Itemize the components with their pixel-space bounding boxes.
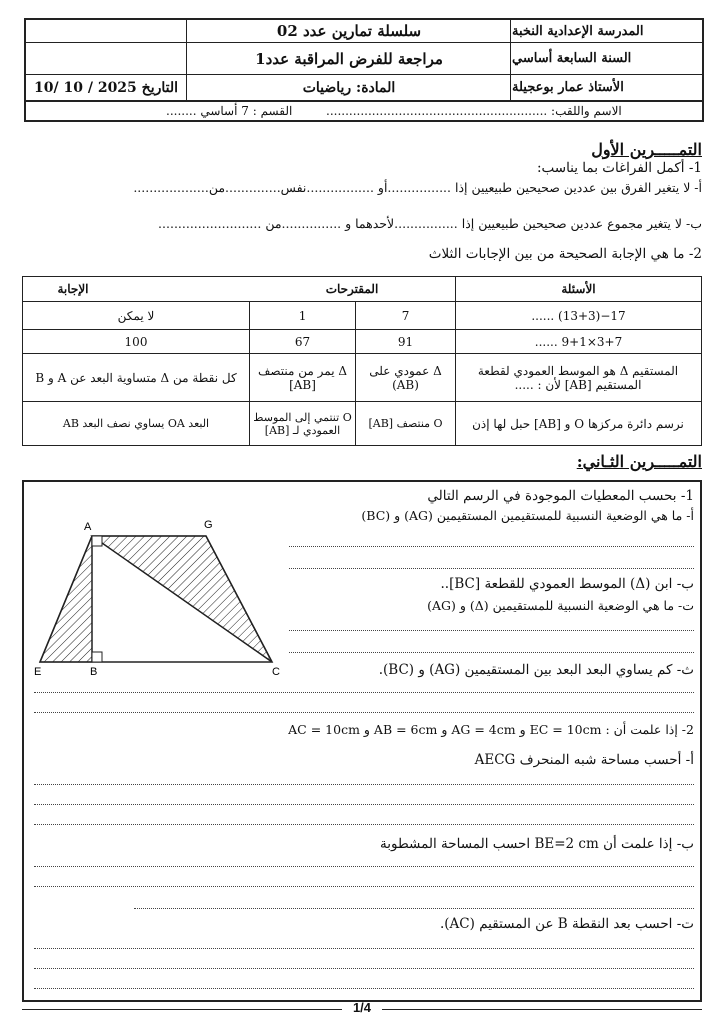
ex2-q2a: أ- أحسب مساحة شبه المنحرف AECG [474,752,694,768]
exercise2-title: التمـــــرين الثـاني: [576,452,702,471]
ex2-q2: 2- إذا علمت أن : EC = 10cm و AG = 4cm و AB = 6cm و AC = 10cm [288,722,694,737]
table-row1-p2[interactable]: 1 [298,308,307,323]
point-e-label: E [34,666,42,678]
page-footer [22,1002,702,1016]
exercise2-box [22,480,702,1002]
table-row4-question: نرسم دائرة مركزها O و [AB] حبل لها إذن [472,416,684,431]
trapezoid-figure [34,502,294,682]
grade-label: السنة السابعة أساسي [512,51,632,66]
right-angle-mark-b [92,652,102,662]
table-row3-p2[interactable]: Δ يمر من منتصف [AB] [257,363,348,392]
ex2-q1: 1- بحسب المعطيات الموجودة في الرسم التالي [427,488,694,504]
review-title: مراجعة للفرض المراقبة عدد1 [255,49,443,68]
table-row2-p1[interactable]: 91 [397,334,414,349]
table-head-questions: الأسئلة [561,282,596,296]
date-label: التاريخ 2025 / 10 /10 [33,79,179,96]
right-angle-mark-a [92,536,102,546]
table-head-proposals: المقترحات [325,282,379,296]
ex2-q2b: ب- إذا علمت أن BE=2 cm احسب المساحة المشطوبة [380,836,694,852]
point-a-label: A [84,521,92,533]
series-title: سلسلة تمارين عدد 02 [276,22,422,40]
school-name: المدرسة الإعدادية النخبة [512,23,644,39]
name-field[interactable]: الاسم واللقب: .......................................................... [326,104,622,118]
ex1-q1: 1- أكمل الفراغات بما يناسب: [536,160,702,176]
ex1-q1a: أ- لا يتغير الفرق بين عددين صحيحين طبيعيين إذا ................أو .................نفس..............من................... [133,180,702,195]
mcq-table [22,276,702,446]
point-g-label: G [204,519,213,531]
page-number: 1/4 [352,1000,372,1015]
table-row2-question: 3+7×9+1 ...... [534,334,623,349]
table-row3-question: المستقيم Δ هو الموسط العمودي لقطعة المستقيم [AB] لأن : ..... [477,363,679,392]
point-c-label: C [272,666,280,678]
ex2-q1a: أ- ما هي الوضعية النسبية للمستقيمين المستقيمين (AG) و (BC) [361,508,694,523]
header-box [24,18,704,122]
table-head-answer: الإجابة [57,282,89,296]
table-row1-p1[interactable]: 7 [401,308,410,323]
subject-label: المادة: رياضيات [302,79,396,96]
teacher-name: الأستاذ عمار بوعجيلة [512,80,624,95]
table-row3-p1[interactable]: Δ عمودي على (AB) [369,363,442,392]
table-row2-p3[interactable]: 100 [124,334,148,349]
ex1-q1b: ب- لا يتغير مجموع عددين صحيحين طبيعيين إذا ................لأحدهما و ...............من .......................... [158,216,702,231]
ex2-q2c: ت- احسب بعد النقطة B عن المستقيم (AC). [439,916,694,932]
table-row4-p3[interactable]: البعد OA يساوي نصف البعد AB [62,417,210,430]
table-row3-p3[interactable]: كل نقطة من Δ متساوية البعد عن A و B [35,370,237,385]
exercise1-title: التمـــــرين الأول [591,140,702,159]
ex2-q1d: ث- كم يساوي البعد البعد بين المستقيمين (AG) و (BC). [378,662,694,678]
ex2-q1b: ب- ابن (Δ) الموسط العمودي للقطعة [BC].. [440,576,694,592]
table-row1-question: 17−(13+3) ...... [531,308,626,323]
table-row1-p3[interactable]: لا يمكن [117,308,155,323]
ex2-q1c: ت- ما هي الوضعية النسبية للمستقيمين (Δ) و (AG) [427,598,694,613]
ex1-q2: 2- ما هي الإجابة الصحيحة من بين الإجابات الثلاث [428,246,702,262]
table-row4-p2[interactable]: O تنتمي إلى الموسط العمودي لـ [AB] [253,410,352,437]
point-b-label: B [90,666,98,678]
table-row2-p2[interactable]: 67 [294,334,311,349]
class-field: القسم : 7 أساسي ........ [166,104,293,118]
table-row4-p1[interactable]: O منتصف [AB] [368,417,443,430]
